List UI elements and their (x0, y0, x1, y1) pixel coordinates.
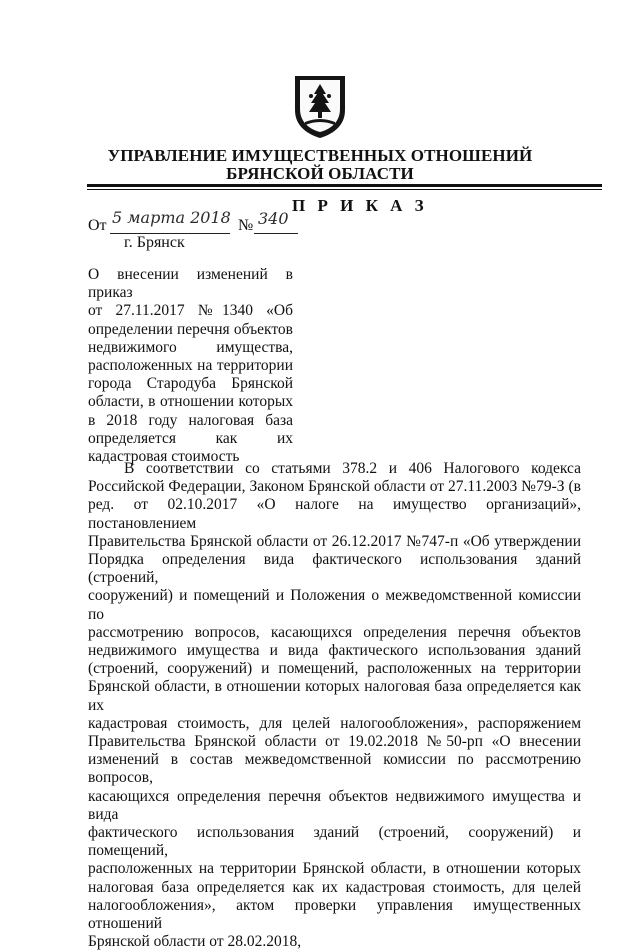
subject-line: кадастровая стоимость (88, 448, 240, 466)
date-prefix: От (88, 217, 107, 234)
handwritten-number: 340 (258, 209, 289, 228)
header-rule-thin (87, 189, 602, 190)
order-title: П Р И К А З (292, 196, 428, 215)
subject-line: области, в отношении которых (88, 393, 293, 411)
header-rule-thick (87, 184, 602, 187)
body-line: фактического использования зданий (строений, сооружений) и помещений, (88, 824, 581, 860)
body-line: В соответствии со статьями 378.2 и 406 Налогового кодекса (124, 460, 581, 477)
coat-of-arms-icon (291, 72, 349, 140)
body-line: Правительства Брянской области от 19.02.2018 №50-рп «О внесении (88, 733, 581, 751)
handwritten-date: 5 марта 2018 (112, 208, 231, 227)
subject-line: расположенных на территории (88, 357, 293, 375)
body-line: Российской Федерации, Законом Брянской области от 27.11.2003 №79-З (в (88, 478, 581, 496)
org-name-line-1: УПРАВЛЕНИЕ ИМУЩЕСТВЕННЫХ ОТНОШЕНИЙ (107, 146, 533, 165)
subject-line: города Стародуба Брянской (88, 375, 293, 393)
body-line: ред. от 02.10.2017 «О налоге на имущество организаций», постановлением (88, 496, 581, 532)
subject-line: определении перечня объектов (88, 320, 293, 338)
body-line: (строений, сооружений) и помещений, расположенных на территории (88, 660, 581, 678)
number-underline (254, 233, 298, 234)
body-line: недвижимого имущества и вида фактического использования зданий (88, 642, 581, 660)
body-line: рассмотрению вопросов, касающихся определения перечня объектов (88, 623, 581, 641)
city: г. Брянск (124, 234, 185, 251)
subject-line: определяется как их (88, 429, 293, 447)
body-line: кадастровая стоимость, для целей налогообложения», распоряжением (88, 714, 581, 732)
subject-line: недвижимого имущества, (88, 338, 293, 356)
body-line: налоговая база определяется как их кадастровая стоимость, для целей (88, 878, 581, 896)
subject-line: О внесении изменений в приказ (88, 266, 293, 302)
order-body (88, 460, 581, 951)
body-line: Брянской области от 28.02.2018, (88, 933, 302, 951)
number-prefix: № (238, 217, 254, 234)
body-line: расположенных на территории Брянской области, в отношении которых (88, 860, 581, 878)
subject-line: в 2018 году налоговая база (88, 411, 293, 429)
order-subject (88, 266, 293, 466)
body-line: Брянской области, в отношении которых налоговая база определяется как их (88, 678, 581, 714)
subject-line: от 27.11.2017 №1340 «Об (88, 302, 293, 320)
body-line: изменений в состав межведомственной комиссии по рассмотрению вопросов, (88, 751, 581, 787)
body-line: сооружений) и помещений и Положения о межведомственной комиссии по (88, 587, 581, 623)
body-line: Порядка определения вида фактического использования зданий (строений, (88, 551, 581, 587)
body-line: касающихся определения перечня объектов недвижимого имущества и вида (88, 787, 581, 823)
org-name-line-2: БРЯНСКОЙ ОБЛАСТИ (226, 164, 414, 183)
body-line: налогообложения», актом проверки управления имущественных отношений (88, 896, 581, 933)
body-line: Правительства Брянской области от 26.12.2017 №747-п «Об утверждении (88, 532, 581, 550)
